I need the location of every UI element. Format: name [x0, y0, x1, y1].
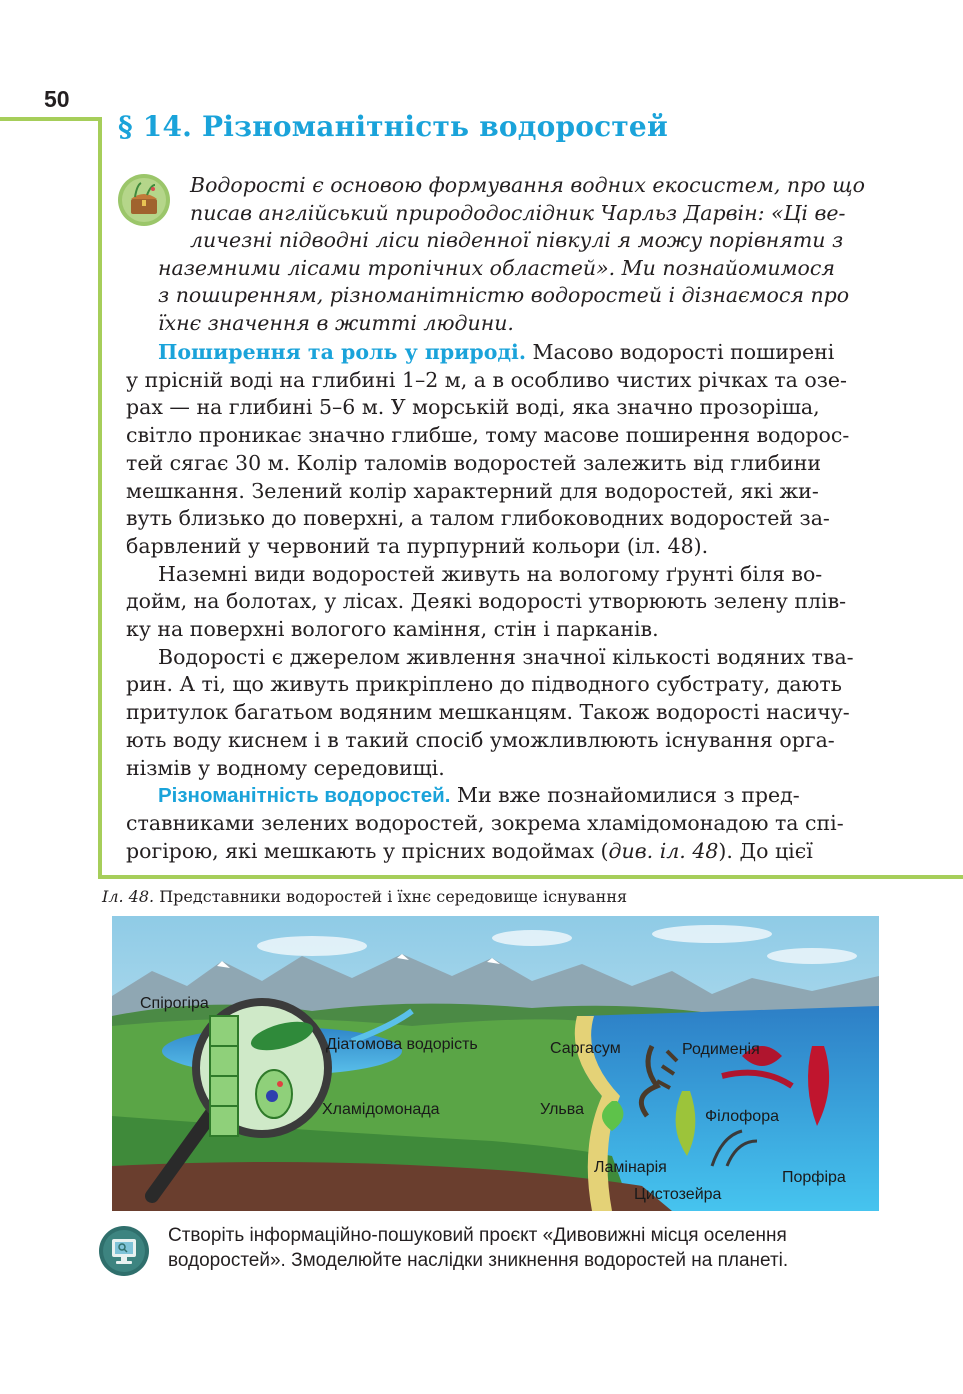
intro-line: їхнє значення в житті людини. — [158, 310, 514, 335]
text-line: Наземні види водоростей живуть на вологому ґрунті біля во- — [158, 561, 823, 586]
section2-first-line-rest: Ми вже познайомилися з пред- — [450, 783, 800, 808]
page-number: 50 — [44, 86, 70, 112]
caption-text: Представники водоростей і їхнє середовище існування — [154, 887, 628, 906]
figure-reference: див. іл. 48 — [608, 838, 719, 863]
algae-habitat-illustration — [112, 916, 879, 1211]
text-line: ють воду киснем і в такий спосіб уможливлюють існування орга- — [126, 727, 835, 752]
text-line: у прісній воді на глибині 1–2 м, а в особливо чистих річках та озе- — [126, 367, 847, 392]
intro-line: личезні підводні ліси південної півкулі я можу порівняти з — [190, 228, 844, 253]
intro-paragraph — [158, 172, 890, 338]
text-line: притулок багатьом водяним мешканцям. Також водорості насичу- — [126, 700, 850, 725]
label-laminaria: Ламінарія — [594, 1159, 667, 1176]
label-rhodymenia: Родименія — [682, 1041, 760, 1058]
task-line: Створіть інформаційно-пошуковий проєкт «Дивовижні місця оселення — [168, 1225, 787, 1246]
label-chlamydomonas: Хламідомонада — [322, 1101, 440, 1118]
section-title: § 14. Різноманітність водоростей — [118, 110, 668, 143]
figure-caption — [102, 887, 627, 906]
text-line: Водорості є джерелом живлення значної кількості водяних тва- — [158, 644, 854, 669]
green-rule-top — [0, 117, 102, 121]
intro-line: Водорості є основою формування водних екосистем, про що — [190, 173, 865, 197]
section1-heading: Поширення та роль у природі. — [158, 340, 526, 364]
section1-first-line — [126, 339, 890, 367]
intro-line: з поширенням, різноманітністю водоростей і дізнаємося про — [158, 283, 850, 308]
task-text — [168, 1223, 898, 1273]
section2-first-line — [126, 782, 890, 810]
label-sargassum: Саргасум — [550, 1040, 621, 1057]
text-line: мешкання. Зелений колір характерний для водоростей, які жи- — [126, 478, 819, 503]
text-line: рин. А ті, що живуть прикріплено до підводного субстрату, дають — [126, 672, 842, 697]
text-line: тей сягає 30 м. Колір таломів водоростей залежить від глибини — [126, 450, 822, 475]
text-line: дойм, на болотах, у лісах. Деякі водорості утворюють зелену плів- — [126, 589, 847, 614]
label-cystoseira: Цистозейра — [634, 1186, 722, 1203]
label-phyllophora: Філофора — [705, 1108, 779, 1125]
body-text — [126, 339, 890, 865]
text-segment: ). До цієї — [718, 838, 813, 863]
section2-heading: Різноманітність водоростей. — [158, 784, 451, 808]
text-line: вуть близько до поверхні, а талом глибоководних водоростей за- — [126, 506, 830, 531]
intro-line: писав англійський природодослідник Чарльз Дарвін: «Ці ве- — [190, 200, 846, 225]
green-rule-left — [98, 117, 102, 879]
intro-line: наземними лісами тропічних областей». Ми познайомимося — [158, 255, 835, 280]
computer-research-icon — [98, 1225, 150, 1277]
text-line: ставниками зелених водоростей, зокрема хламідомонадою та спі- — [126, 810, 844, 835]
text-line: світло проникає значно глибше, тому масове поширення водорос- — [126, 423, 850, 448]
text-line: рах — на глибині 5–6 м. У морській воді, яка значно прозоріша, — [126, 395, 820, 420]
section1-first-line-rest: Масово водорості поширені — [525, 340, 835, 364]
task-line: водоростей». Змоделюйте наслідки зникнення водоростей на планеті. — [168, 1250, 789, 1271]
text-line — [126, 838, 890, 866]
text-segment: рогірою, які мешкають у прісних водоймах ( — [126, 838, 609, 863]
label-spirogyra: Спірогіра — [140, 995, 209, 1012]
text-line: нізмів у водному середовищі. — [126, 755, 445, 780]
label-porphyra: Порфіра — [782, 1169, 846, 1186]
label-diatom: Діатомова водорість — [326, 1036, 478, 1053]
text-line: ку на поверхні вологого каміння, стін і парканів. — [126, 617, 659, 642]
text-line: барвлений у червоний та пурпурний кольори (іл. 48). — [126, 533, 709, 558]
label-ulva: Ульва — [540, 1101, 584, 1118]
caption-label: Іл. 48. — [102, 887, 155, 906]
green-rule-bottom — [98, 875, 963, 879]
